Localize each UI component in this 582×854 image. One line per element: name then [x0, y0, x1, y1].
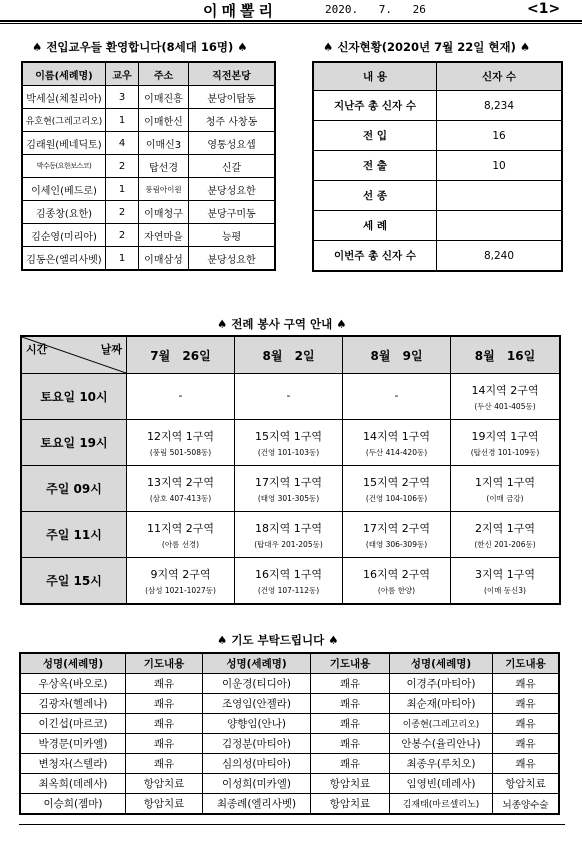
zone-cell — [127, 558, 235, 605]
prayer-content: 쾌유 — [126, 734, 203, 754]
col-name: 이름(세례명) — [22, 62, 106, 86]
prayer-content: 항암치료 — [493, 774, 560, 794]
col-name: 성명(세례명) — [20, 653, 126, 674]
stat-value: 16 — [437, 121, 563, 151]
stat-label: 전 출 — [313, 151, 437, 181]
stat-value — [437, 181, 563, 211]
zone-cell — [343, 466, 451, 512]
zone-name: 9지역 2구역 — [150, 567, 211, 581]
zone-name: 11지역 2구역 — [147, 521, 214, 535]
zone-name: 14지역 2구역 — [471, 383, 539, 397]
member-count: 1 — [106, 247, 139, 271]
welcome-title: ♠ 전입교우들 환영합니다(8세대 16명) ♠ — [32, 40, 248, 54]
stat-value: 8,240 — [437, 241, 563, 272]
table-row — [313, 241, 562, 272]
zone-detail: (태영 301-305동) — [257, 493, 320, 503]
member-name: 김동은(엘리사벳) — [22, 247, 106, 271]
zone-name: 18지역 1구역 — [255, 521, 322, 535]
stat-label: 지난주 총 신자 수 — [313, 91, 437, 121]
person-name: 김광자(헬레나) — [20, 694, 126, 714]
table-row — [22, 178, 275, 201]
prayer-content: 쾌유 — [126, 674, 203, 694]
prayer-content: 쾌유 — [311, 754, 390, 774]
zone-cell — [451, 512, 561, 558]
corner-date-label: 날짜 — [100, 343, 122, 356]
prayer-content: 뇌종양수술 — [493, 794, 560, 815]
zone-name: 17지역 2구역 — [363, 521, 430, 535]
col-content: 내 용 — [313, 62, 437, 91]
col-prayer: 기도내용 — [126, 653, 203, 674]
zone-detail: (삼호 407-413동) — [149, 493, 212, 503]
table-row — [22, 224, 275, 247]
member-address: 풍림아이원 — [139, 178, 189, 201]
stat-label: 세 례 — [313, 211, 437, 241]
member-name: 김순영(미리아) — [22, 224, 106, 247]
zone-cell — [127, 466, 235, 512]
zone-cell — [235, 512, 343, 558]
zone-detail: (아름 한양) — [377, 585, 416, 595]
zone-name: 14지역 1구역 — [363, 429, 430, 443]
zone-name: 16지역 1구역 — [255, 567, 322, 581]
zone-name: 15지역 1구역 — [255, 429, 322, 443]
zone-cell — [235, 420, 343, 466]
prayer-content: 쾌유 — [311, 734, 390, 754]
zone-detail: (삼성 1021-1027동) — [145, 585, 216, 595]
member-prev-parish: 분당구미동 — [189, 201, 276, 224]
zone-cell — [127, 512, 235, 558]
person-name: 임영빈(데레사) — [390, 774, 493, 794]
zone-detail: (이매 동신3) — [484, 585, 526, 595]
member-address: 자연마을 — [139, 224, 189, 247]
prayer-content: 쾌유 — [493, 694, 560, 714]
col-name: 성명(세례명) — [390, 653, 493, 674]
believers-title: ♠ 신자현황(2020년 7월 22일 현재) ♠ — [323, 40, 531, 54]
zone-name: 1지역 1구역 — [475, 475, 535, 489]
zone-name: 12지역 1구역 — [147, 429, 214, 443]
prayer-content: 쾌유 — [311, 694, 390, 714]
zone-cell — [343, 558, 451, 605]
table-row — [313, 91, 562, 121]
member-address: 이매한신 — [139, 109, 189, 132]
member-prev-parish: 능평 — [189, 224, 276, 247]
date-header: 8월 2일 — [235, 336, 343, 374]
table-row — [20, 794, 559, 815]
table-row — [22, 132, 275, 155]
prayer-content: 쾌유 — [311, 714, 390, 734]
table-row — [20, 714, 559, 734]
stat-value — [437, 211, 563, 241]
person-name: 이경주(마티아) — [390, 674, 493, 694]
col-name: 성명(세례명) — [203, 653, 311, 674]
table-row — [21, 512, 560, 558]
time-label: 토요일 19시 — [21, 420, 127, 466]
table-row — [22, 86, 275, 109]
prayer-content: 쾌유 — [311, 674, 390, 694]
col-address: 주소 — [139, 62, 189, 86]
col-count: 신자 수 — [437, 62, 563, 91]
table-row — [313, 181, 562, 211]
zone-cell — [235, 466, 343, 512]
zone-name: 16지역 2구역 — [363, 567, 430, 581]
time-label: 주일 11시 — [21, 512, 127, 558]
person-name: 김정분(마티아) — [203, 734, 311, 754]
zone-name: 2지역 1구역 — [475, 521, 535, 535]
table-row — [20, 674, 559, 694]
table-row — [313, 121, 562, 151]
member-address: 탑선경 — [139, 155, 189, 178]
zone-name: 13지역 2구역 — [147, 475, 214, 489]
zone-name: - — [394, 388, 399, 402]
zone-cell — [127, 374, 235, 420]
person-name: 심의성(마티아) — [203, 754, 311, 774]
table-row — [21, 374, 560, 420]
prayer-content: 쾌유 — [126, 754, 203, 774]
zone-detail: (아름 선경) — [161, 539, 200, 549]
zone-cell — [235, 374, 343, 420]
date-header: 8월 9일 — [343, 336, 451, 374]
col-prayer: 기도내용 — [311, 653, 390, 674]
date-header: 8월 16일 — [451, 336, 561, 374]
table-row — [21, 420, 560, 466]
prayer-content: 쾌유 — [493, 714, 560, 734]
zone-detail: (태영 306-309동) — [365, 539, 428, 549]
zone-detail: (풍림 501-508동) — [149, 447, 212, 457]
zone-cell — [343, 512, 451, 558]
zone-detail: (탑선경 101-109동) — [470, 447, 540, 457]
person-name: 이긴섭(마르코) — [20, 714, 126, 734]
member-count: 3 — [106, 86, 139, 109]
date-header: 7월 26일 — [127, 336, 235, 374]
prayer-content: 쾌유 — [126, 714, 203, 734]
table-row — [21, 558, 560, 605]
person-name: 이운경(티디아) — [203, 674, 311, 694]
member-count: 1 — [106, 178, 139, 201]
person-name: 최종례(엘리사벳) — [203, 794, 311, 815]
member-address: 이매청구 — [139, 201, 189, 224]
member-prev-parish: 신갈 — [189, 155, 276, 178]
zone-detail: (건영 104-106동) — [365, 493, 428, 503]
person-name: 최순재(마티아) — [390, 694, 493, 714]
time-label: 주일 15시 — [21, 558, 127, 605]
zone-name: 15지역 2구역 — [363, 475, 430, 489]
member-name: 박수동(요한보스코) — [22, 155, 106, 178]
table-row — [22, 155, 275, 178]
zone-detail: (두산 414-420동) — [365, 447, 428, 457]
member-count: 4 — [106, 132, 139, 155]
member-count: 2 — [106, 224, 139, 247]
bulletin-date: 2020. 7. 26 — [325, 3, 426, 16]
header-rule — [0, 20, 582, 22]
zone-detail: (건영 101-103동) — [257, 447, 320, 457]
table-row — [22, 201, 275, 224]
member-prev-parish: 영통성요셉 — [189, 132, 276, 155]
member-prev-parish: 분당성요한 — [189, 247, 276, 271]
prayer-content: 항암치료 — [126, 774, 203, 794]
person-name: 이성희(미카엘) — [203, 774, 311, 794]
stat-label: 선 종 — [313, 181, 437, 211]
header-rule-thin — [0, 23, 582, 24]
prayer-content: 쾌유 — [493, 674, 560, 694]
table-row — [21, 466, 560, 512]
zone-detail: (건영 107-112동) — [257, 585, 320, 595]
member-count: 2 — [106, 155, 139, 178]
member-address: 이매삼성 — [139, 247, 189, 271]
person-name: 이승희(젬마) — [20, 794, 126, 815]
table-row — [313, 151, 562, 181]
table-row — [20, 774, 559, 794]
member-address: 이매진흥 — [139, 86, 189, 109]
col-prayer: 기도내용 — [493, 653, 560, 674]
person-name: 최종우(루치오) — [390, 754, 493, 774]
zone-name: 3지역 1구역 — [475, 567, 535, 581]
stat-label: 이번주 총 신자 수 — [313, 241, 437, 272]
member-prev-parish: 청주 사창동 — [189, 109, 276, 132]
welcome-table — [21, 61, 276, 271]
footer-rule — [19, 824, 565, 825]
member-name: 김종창(요한) — [22, 201, 106, 224]
zone-name: - — [178, 388, 183, 402]
prayer-content: 쾌유 — [126, 694, 203, 714]
person-name: 조영임(안젤라) — [203, 694, 311, 714]
corner-time-label: 시간 — [26, 343, 48, 356]
table-row — [20, 734, 559, 754]
zone-cell — [343, 420, 451, 466]
member-prev-parish: 분당성요한 — [189, 178, 276, 201]
table-row — [313, 211, 562, 241]
zone-detail: (탑대우 201-205동) — [254, 539, 323, 549]
zone-detail: (이매 금강) — [486, 493, 524, 503]
prayer-content: 항암치료 — [311, 774, 390, 794]
member-name: 박세실(체칠리아) — [22, 86, 106, 109]
member-name: 이세인(베드로) — [22, 178, 106, 201]
corner-cell — [21, 336, 127, 374]
person-name: 김재태(마르셀리노) — [390, 794, 493, 815]
table-row — [22, 247, 275, 271]
stat-value: 10 — [437, 151, 563, 181]
zone-cell — [451, 466, 561, 512]
time-label: 주일 09시 — [21, 466, 127, 512]
zone-name: 19지역 1구역 — [471, 429, 539, 443]
page-number: <1> — [527, 1, 561, 17]
liturgy-schedule-table — [20, 335, 561, 605]
col-prev-parish: 직전본당 — [189, 62, 276, 86]
person-name: 최옥희(데레사) — [20, 774, 126, 794]
member-count: 1 — [106, 109, 139, 132]
zone-cell — [127, 420, 235, 466]
zone-detail: (두산 401-405동) — [474, 401, 536, 411]
table-row — [20, 754, 559, 774]
person-name: 양향임(안나) — [203, 714, 311, 734]
prayer-content: 쾌유 — [493, 734, 560, 754]
funeral-title: ♠ 전례 봉사 구역 안내 ♠ — [217, 317, 347, 331]
stat-value: 8,234 — [437, 91, 563, 121]
member-name: 김래원(베네딕토) — [22, 132, 106, 155]
prayer-content: 항암치료 — [126, 794, 203, 815]
prayer-content: 항암치료 — [311, 794, 390, 815]
person-name: 변청자(스텔라) — [20, 754, 126, 774]
person-name: 박경문(미카엘) — [20, 734, 126, 754]
zone-name: 17지역 1구역 — [255, 475, 322, 489]
zone-cell — [451, 374, 561, 420]
zone-cell — [235, 558, 343, 605]
bulletin-title: 이매뽈리 — [203, 2, 277, 20]
zone-name: - — [286, 388, 291, 402]
believers-table — [312, 61, 563, 272]
person-name: 우상옥(바오로) — [20, 674, 126, 694]
table-row — [22, 109, 275, 132]
person-name: 안봉수(율리안나) — [390, 734, 493, 754]
member-name: 유호현(그레고리오) — [22, 109, 106, 132]
member-prev-parish: 분당이탑동 — [189, 86, 276, 109]
member-count: 2 — [106, 201, 139, 224]
prayer-title: ♠ 기도 부탁드립니다 ♠ — [217, 633, 339, 647]
member-address: 이매신3 — [139, 132, 189, 155]
zone-cell — [451, 420, 561, 466]
prayer-content: 쾌유 — [493, 754, 560, 774]
zone-cell — [451, 558, 561, 605]
prayer-table — [19, 652, 560, 815]
stat-label: 전 입 — [313, 121, 437, 151]
time-label: 토요일 10시 — [21, 374, 127, 420]
zone-detail: (한신 201-206동) — [474, 539, 536, 549]
zone-cell — [343, 374, 451, 420]
col-family: 교우 — [106, 62, 139, 86]
table-row — [20, 694, 559, 714]
person-name: 이종현(그레고리오) — [390, 714, 493, 734]
